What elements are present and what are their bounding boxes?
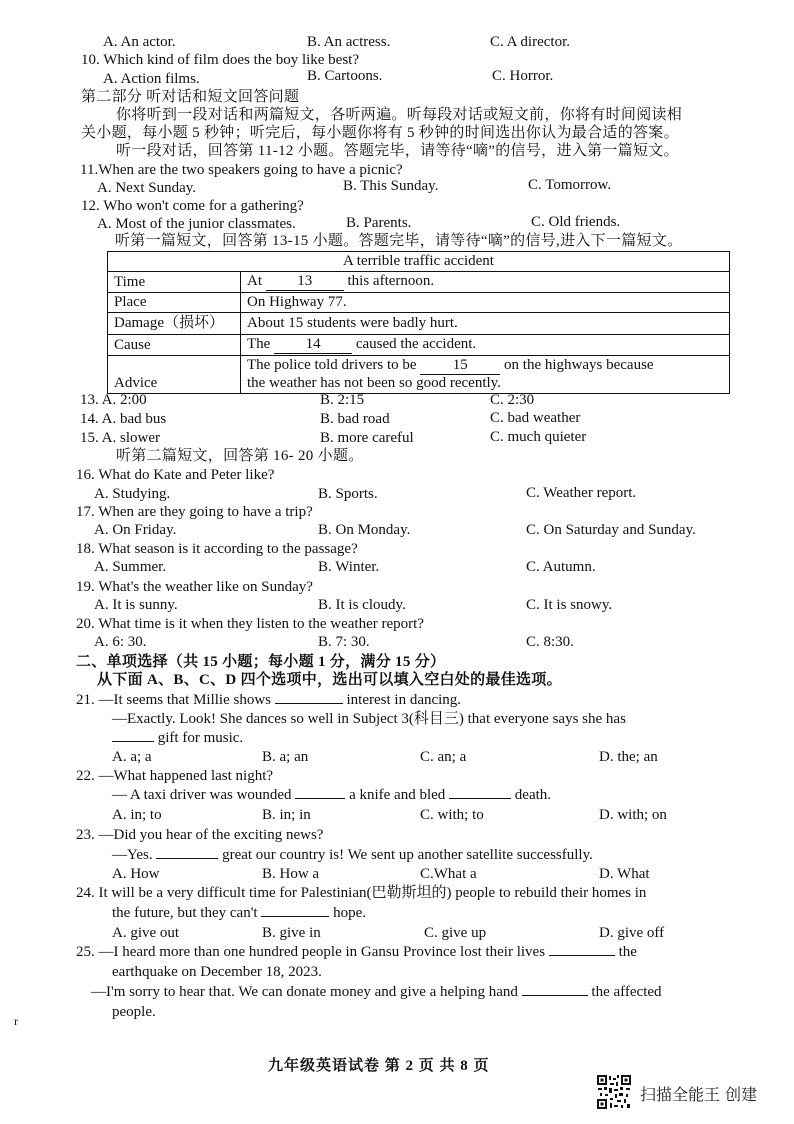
q15-option-c: C. much quieter — [490, 429, 587, 445]
q23-option-d: D. What — [599, 866, 650, 882]
time-cell — [241, 272, 730, 293]
q14-option-b: B. bad road — [320, 411, 390, 427]
time-label: Time — [108, 272, 241, 293]
page-footer: 九年级英语试卷 第 2 页 共 8 页 — [268, 1058, 490, 1074]
q13-option-a: 13. A. 2:00 — [80, 392, 147, 408]
question-18: 18. What season is it according to the passage? — [76, 541, 358, 557]
q22-option-c: C. with; to — [420, 807, 484, 823]
q21-text-post: interest in dancing. — [346, 692, 462, 708]
question-24-line1: 24. It will be a very difficult time for Palestinian(巴勒斯坦的) people to rebuild their homes in — [76, 885, 647, 901]
blank-14: 14 — [274, 336, 352, 354]
q22-blank-1 — [295, 798, 345, 799]
q22-text-post: death. — [514, 787, 552, 803]
question-17: 17. When are they going to have a trip? — [76, 504, 313, 520]
question-21-line3 — [112, 729, 243, 747]
q16-option-a: A. Studying. — [94, 486, 171, 502]
damage-label: Damage（损坏） — [108, 313, 241, 335]
question-25-line4: people. — [112, 1004, 156, 1020]
q21-blank-1 — [275, 703, 343, 704]
q23-blank — [156, 858, 218, 859]
question-23-line1: 23. —Did you hear of the exciting news? — [76, 827, 324, 843]
q21-option-d: D. the; an — [599, 749, 658, 765]
advice-label: Advice — [108, 356, 241, 394]
cause-label: Cause — [108, 335, 241, 356]
q12-option-b: B. Parents. — [346, 215, 412, 231]
q19-option-a: A. It is sunny. — [94, 597, 178, 613]
q20-option-c: C. 8:30. — [526, 634, 574, 650]
blank-15: 15 — [420, 357, 500, 375]
blank-13: 13 — [266, 273, 344, 291]
question-11: 11.When are the two speakers going to have a picnic? — [80, 162, 403, 178]
q17-option-a: A. On Friday. — [94, 522, 177, 538]
place-value: On Highway 77. — [241, 293, 730, 313]
q11-option-c: C. Tomorrow. — [528, 177, 612, 193]
q23-option-a: A. How — [112, 866, 160, 882]
q22-text-mid: a knife and bled — [349, 787, 446, 803]
advice-line2: the weather has not been so good recently. — [247, 375, 501, 391]
q15-option-b: B. more careful — [320, 430, 414, 446]
q13-option-c: C. 2:30 — [490, 392, 535, 408]
question-16: 16. What do Kate and Peter like? — [76, 467, 275, 483]
q21-blank-2 — [112, 741, 154, 742]
q23-option-c: C.What a — [420, 866, 477, 882]
advice-suffix: on the highways because — [504, 357, 654, 373]
qr-code-icon — [596, 1074, 632, 1110]
accident-table — [107, 251, 730, 394]
q10-option-a: A. Action films. — [103, 71, 200, 87]
q24-option-d: D. give off — [599, 925, 665, 941]
q10-option-c: C. Horror. — [492, 68, 554, 84]
q12-option-c: C. Old friends. — [531, 214, 621, 230]
q22-option-b: B. in; in — [262, 807, 311, 823]
q9-option-c: C. A director. — [490, 34, 570, 50]
q24-option-a: A. give out — [112, 925, 180, 941]
scanner-watermark: 扫描全能王 创建 — [640, 1085, 758, 1104]
q25-blank-1 — [549, 955, 615, 956]
question-25-line2: earthquake on December 18, 2023. — [112, 964, 322, 980]
part2-instruction-3: 听一段对话，回答第 11-12 小题。答题完毕，请等待“嘀”的信号，进入第一篇短文。 — [116, 143, 679, 159]
q25-reply-post: the affected — [591, 984, 662, 1000]
question-25-line1 — [76, 943, 637, 961]
passage1-instruction: 听第一篇短文，回答第 13-15 小题。答题完毕，请等待“嘀”的信号,进入下一篇短文。 — [115, 233, 683, 249]
part2-title: 第二部分 听对话和短文回答问题 — [81, 89, 300, 105]
q18-option-a: A. Summer. — [94, 559, 167, 575]
q23-text-post: great our country is! We sent up another satellite successfully. — [222, 847, 593, 863]
advice-cell — [241, 356, 730, 394]
q22-option-d: D. with; on — [599, 807, 667, 823]
q14-option-c: C. bad weather — [490, 410, 581, 426]
q20-option-a: A. 6: 30. — [94, 634, 147, 650]
q15-option-a: 15. A. slower — [80, 430, 160, 446]
q21-option-c: C. an; a — [420, 749, 467, 765]
q18-option-b: B. Winter. — [318, 559, 380, 575]
cause-prefix: The — [247, 336, 271, 352]
q25-text: 25. —I heard more than one hundred people in Gansu Province lost their lives — [76, 944, 546, 960]
q25-reply: —I'm sorry to hear that. We can donate money and give a helping hand — [91, 984, 518, 1000]
q21-option-a: A. a; a — [112, 749, 152, 765]
question-20: 20. What time is it when they listen to the weather report? — [76, 616, 424, 632]
q17-option-c: C. On Saturday and Sunday. — [526, 522, 696, 538]
damage-value: About 15 students were badly hurt. — [241, 313, 730, 335]
question-23-line2 — [112, 846, 593, 864]
q19-option-b: B. It is cloudy. — [318, 597, 406, 613]
q24-text: the future, but they can't — [112, 905, 258, 921]
advice-prefix: The police told drivers to be — [247, 357, 417, 373]
q10-option-b: B. Cartoons. — [307, 68, 383, 84]
q19-option-c: C. It is snowy. — [526, 597, 613, 613]
q22-option-a: A. in; to — [112, 807, 162, 823]
question-21-line1 — [76, 691, 461, 709]
q17-option-b: B. On Monday. — [318, 522, 411, 538]
q13-option-b: B. 2:15 — [320, 392, 365, 408]
question-24-line2 — [112, 904, 366, 922]
section2-instruction: 从下面 A、B、C、D 四个选项中，选出可以填入空白处的最佳选项。 — [97, 672, 562, 688]
q25-text-post: the — [618, 944, 637, 960]
q16-option-b: B. Sports. — [318, 486, 378, 502]
time-suffix: this afternoon. — [347, 273, 435, 289]
part2-instruction-2: 关小题，每小题 5 秒钟；听完后，每小题你将有 5 秒钟的时间选出你认为最合适的答案。 — [81, 125, 679, 141]
q11-option-a: A. Next Sunday. — [97, 180, 197, 196]
question-12: 12. Who won't come for a gathering? — [81, 198, 304, 214]
q14-option-a: 14. A. bad bus — [80, 411, 167, 427]
question-22-line2 — [112, 786, 551, 804]
question-21-line2: —Exactly. Look! She dances so well in Subject 3(科目三) that everyone says she has — [112, 711, 626, 727]
question-19: 19. What's the weather like on Sunday? — [76, 579, 313, 595]
question-22-line1: 22. —What happened last night? — [76, 768, 274, 784]
q11-option-b: B. This Sunday. — [343, 178, 439, 194]
q22-blank-2 — [449, 798, 511, 799]
q21-option-b: B. a; an — [262, 749, 309, 765]
time-prefix: At — [247, 273, 262, 289]
cause-suffix: caused the accident. — [355, 336, 477, 352]
q25-blank-2 — [522, 995, 588, 996]
q24-text-post: hope. — [333, 905, 366, 921]
stray-mark: r — [14, 1014, 18, 1028]
q24-option-c: C. give up — [424, 925, 487, 941]
q9-option-a: A. An actor. — [103, 34, 176, 50]
q20-option-b: B. 7: 30. — [318, 634, 370, 650]
passage2-instruction: 听第二篇短文，回答第 16- 20 小题。 — [116, 448, 364, 464]
place-label: Place — [108, 293, 241, 313]
part2-instruction-1: 你将听到一段对话和两篇短文，各听两遍。听每段对话或短文前，你将有时间阅读相 — [116, 107, 683, 123]
q22-text: — A taxi driver was wounded — [112, 787, 292, 803]
q9-option-b: B. An actress. — [307, 34, 391, 50]
question-10: 10. Which kind of film does the boy like best? — [81, 52, 360, 68]
q24-blank — [261, 916, 329, 917]
q18-option-c: C. Autumn. — [526, 559, 596, 575]
q24-option-b: B. give in — [262, 925, 321, 941]
q12-option-a: A. Most of the junior classmates. — [97, 216, 296, 232]
q23-text: —Yes. — [112, 847, 153, 863]
section2-title: 二、单项选择（共 15 小题；每小题 1 分，满分 15 分） — [76, 654, 446, 670]
q21-line3-text: gift for music. — [157, 730, 244, 746]
q16-option-c: C. Weather report. — [526, 485, 637, 501]
table-title: A terrible traffic accident — [108, 252, 730, 272]
q23-option-b: B. How a — [262, 866, 320, 882]
cause-cell — [241, 335, 730, 356]
question-25-line3 — [91, 983, 662, 1001]
q21-text: 21. —It seems that Millie shows — [76, 692, 271, 708]
